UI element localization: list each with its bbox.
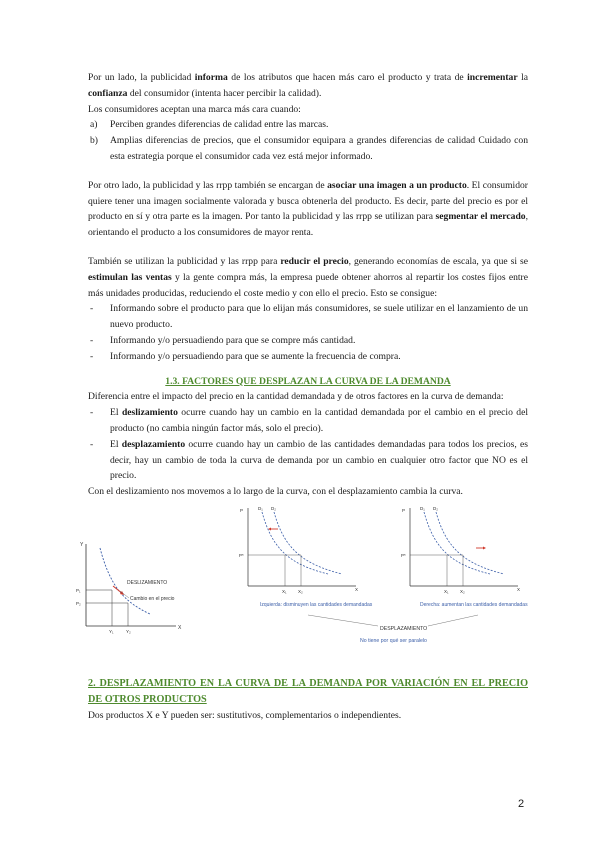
caption-right: Derecha: aumentan las cantidades demandadas [420, 601, 528, 608]
desplazamiento-label: DESPLAZAMIENTO [380, 625, 428, 632]
not-parallel-note: No tiene por qué ser paralelo [360, 637, 427, 644]
connector-right [428, 615, 478, 626]
y-axis-label: Y [80, 541, 84, 548]
curve-d1 [424, 512, 490, 574]
figure-deslizamiento [72, 536, 192, 636]
curve-d1 [262, 512, 328, 574]
x1-label: X₁ [444, 588, 449, 594]
connector-left [308, 615, 378, 626]
q2-label: Y₂ [126, 628, 131, 634]
list-item: a) Perciben grandes diferencias de calidad entre las marcas. [90, 119, 329, 131]
document-body [76, 70, 528, 724]
list-item: - Informando y/o persuadiendo para que se compre más cantidad. [90, 334, 356, 346]
label-pointer [120, 591, 129, 598]
curve-d2 [436, 512, 504, 574]
d1-label: D₁ [420, 505, 425, 511]
d2-label: D₂ [433, 505, 438, 511]
paragraph-difference: Diferencia entre el impacto del precio en la cantidad demandada y de otros factores en la curva de demanda: [88, 391, 504, 403]
x2-label: X₂ [298, 588, 303, 594]
p2-label: P₂ [76, 600, 81, 606]
paragraph-publicity-informs: Por un lado, la publicidad informa de los atributos que hacen más caro el producto y trata de incrementar la confianza del consumidor (intenta hacer percibir la calidad). [88, 72, 528, 99]
p1-label: P₁ [76, 587, 81, 593]
section-heading-1-3: 1.3. FACTORES QUE DESPLAZAN LA CURVA DE LA DEMANDA [165, 375, 451, 387]
paragraph-conclusion: Con el deslizamiento nos movemos a lo largo de la curva, con el desplazamiento cambia la curva. [88, 486, 463, 498]
figure-desplazamiento [238, 502, 548, 648]
caption-left: Izquierda: disminuyen las cantidades demandadas [260, 601, 373, 608]
x-axis-label: X [178, 624, 182, 631]
list-item: b) Amplias diferencias de precios, que el consumidor equipara a grandes diferencias de calidad Cuidado con esta estrategia porque el consumidor cada vez está mejor informado. [90, 135, 528, 162]
alpha-list [88, 117, 528, 164]
x-axis-label: X [517, 586, 521, 592]
p-axis-label: P [402, 507, 406, 513]
curve-d2 [274, 512, 342, 574]
q1-label: Y₁ [109, 628, 114, 634]
list-item: - El desplazamiento ocurre cuando hay un cambio de las cantidades demandadas para todos los precios, es decir, hay un cambio de toda la curva de demanda por un cambio en cualquier otro factor que NO es el precio. [90, 438, 528, 482]
section-heading-2: 2. DESPLAZAMIENTO EN LA CURVA DE LA DEMANDA POR VARIACIÓN EN EL PRECIO DE OTROS PRODUCTOS [88, 677, 528, 705]
panel-left [239, 506, 373, 608]
list-item: - El deslizamiento ocurre cuando hay un cambio en la cantidad demandada por el cambio en el precio del producto (no cambia ningún factor más, solo el precio). [90, 407, 528, 434]
page-number: 2 [518, 798, 525, 810]
x2-label: X₂ [460, 588, 465, 594]
list-item: - Informando sobre el producto para que lo elijan más consumidores, se suele utilizar en el lanzamiento de un nuevo producto. [90, 303, 528, 331]
d1-label: D₁ [258, 505, 263, 511]
right-arrowhead [483, 546, 486, 549]
deslizamiento-label: DESLIZAMIENTO [127, 579, 168, 586]
pstar-label: P* [239, 552, 244, 558]
pstar-label: P* [401, 552, 406, 558]
paragraph-reduce-price: También se utilizan la publicidad y las rrpp para reducir el precio, generando economías de escala, ya que si se estimulan las ventas y la gente compra más, la empresa puede obtener ahorros al repartir los costes fijos entre más unidades producidas, reduciendo el coste medio y con ello el precio. Esto se consigue: [88, 255, 528, 299]
paragraph-associate-image: Por otro lado, la publicidad y las rrpp también se encargan de asociar una imagen a un producto. El consumidor quiere tener una imagen socialmente valorada y busca obtenerla del producto. Es decir, parte del precio es por el producto en sí y otra parte es la imagen. Por tanto la publicidad y las rrpp se utilizan para segmentar el mercado, orientando el producto a los consumidores de mayor renta. [88, 179, 528, 239]
d2-label: D₂ [271, 505, 276, 511]
price-change-note: Cambio en el precio [130, 595, 175, 602]
panel-right [401, 506, 528, 608]
p-axis-label: P [240, 507, 244, 513]
paragraph-two-products: Dos productos X e Y pueden ser: sustitutivos, complementarios o independientes. [88, 709, 402, 721]
figures-area [76, 502, 528, 650]
x1-label: X₁ [282, 588, 287, 594]
paragraph-consumers-accept: Los consumidores aceptan una marca más cara cuando: [88, 103, 301, 115]
x-axis-label: X [355, 586, 359, 592]
dash-list-methods [88, 301, 528, 364]
list-item: - Informando y/o persuadiendo para que se aumente la frecuencia de compra. [90, 350, 401, 362]
dash-list-definitions [88, 405, 528, 484]
